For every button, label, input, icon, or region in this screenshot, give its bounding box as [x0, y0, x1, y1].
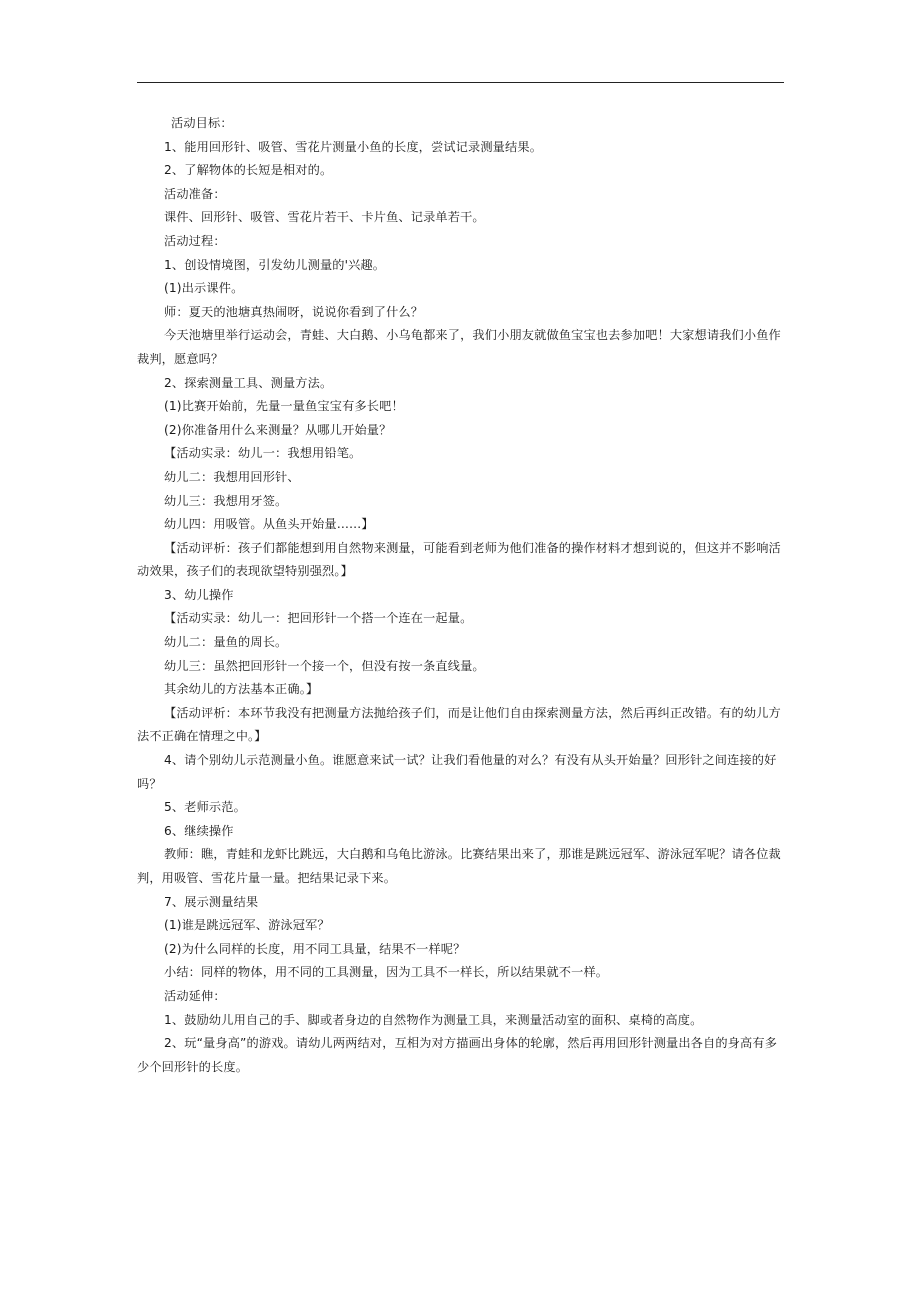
paragraph: 幼儿二：量鱼的周长。 — [164, 635, 288, 650]
paragraph: 2、了解物体的长短是相对的。 — [164, 163, 333, 178]
paragraph: 今天池塘里举行运动会，青蛙、大白鹅、小乌龟都来了，我们小朋友就做鱼宝宝也去参加吧！大家想请我们小鱼作裁判，愿意吗？ — [137, 328, 781, 366]
paragraph: 5、老师示范。 — [164, 800, 246, 815]
paragraph: (2)你准备用什么来测量？从哪儿开始量？ — [164, 422, 392, 437]
paragraph: (2)为什么同样的长度，用不同工具量，结果不一样呢？ — [164, 941, 466, 956]
section-heading-preparation: 活动准备： — [164, 186, 226, 201]
paragraph: 幼儿三：虽然把回形针一个接一个，但没有按一条直线量。 — [164, 658, 485, 673]
document-body — [137, 112, 787, 1079]
paragraph: 【活动评析：本环节我没有把测量方法抛给孩子们，而是让他们自由探索测量方法，然后再纠正改错。有的幼儿方法不正确在情理之中。】 — [137, 705, 781, 744]
paragraph: 幼儿三：我想用牙签。 — [164, 493, 288, 508]
section-heading-process: 活动过程： — [164, 233, 226, 248]
paragraph: 3、幼儿操作 — [164, 587, 234, 602]
paragraph: (1)出示课件。 — [164, 281, 244, 296]
paragraph: 6、继续操作 — [164, 823, 234, 838]
paragraph: 【活动评析：孩子们都能想到用自然物来测量，可能看到老师为他们准备的操作材料才想到说的，但这并不影响活动效果，孩子们的表现欲望特别强烈。】 — [137, 540, 781, 579]
paragraph: 【活动实录：幼儿一：我想用铅笔。 — [164, 446, 362, 461]
paragraph: 其余幼儿的方法基本正确。】 — [164, 682, 319, 697]
paragraph: 【活动实录：幼儿一：把回形针一个搭一个连在一起量。 — [164, 611, 473, 626]
paragraph: 小结：同样的物体，用不同的工具测量，因为工具不一样长，所以结果就不一样。 — [164, 965, 609, 980]
paragraph: 幼儿二：我想用回形针、 — [164, 469, 300, 484]
paragraph: (1)谁是跳远冠军、游泳冠军？ — [164, 918, 330, 933]
paragraph: 师：夏天的池塘真热闹呀，说说你看到了什么？ — [164, 304, 424, 319]
header-divider — [137, 82, 784, 83]
paragraph: 2、探索测量工具、测量方法。 — [164, 375, 333, 390]
paragraph: 课件、回形针、吸管、雪花片若干、卡片鱼、记录单若干。 — [164, 210, 485, 225]
section-heading-extension: 活动延伸： — [164, 988, 226, 1003]
paragraph: 幼儿四：用吸管。从鱼头开始量……】 — [164, 517, 374, 532]
paragraph: 1、能用回形针、吸管、雪花片测量小鱼的长度，尝试记录测量结果。 — [164, 139, 543, 154]
paragraph: 教师：瞧，青蛙和龙虾比跳远，大白鹅和乌龟比游泳。比赛结果出来了，那谁是跳远冠军、游泳冠军呢？请各位裁判，用吸管、雪花片量一量。把结果记录下来。 — [137, 847, 781, 885]
section-heading-objectives: 活动目标： — [171, 116, 233, 130]
paragraph: 7、展示测量结果 — [164, 894, 259, 909]
paragraph: 4、请个别幼儿示范测量小鱼。谁愿意来试一试？让我们看他量的对么？有没有从头开始量？回形针之间连接的好吗？ — [137, 753, 777, 791]
paragraph: 1、创设情境图，引发幼儿测量的'兴趣。 — [164, 257, 386, 272]
paragraph: 2、玩“量身高”的游戏。请幼儿两两结对，互相为对方描画出身体的轮廓，然后再用回形针测量出各自的身高有多少个回形针的长度。 — [137, 1036, 778, 1074]
paragraph: 1、鼓励幼儿用自己的手、脚或者身边的自然物作为测量工具，来测量活动室的面积、桌椅的高度。 — [164, 1012, 703, 1027]
paragraph: (1)比赛开始前，先量一量鱼宝宝有多长吧！ — [164, 399, 404, 414]
